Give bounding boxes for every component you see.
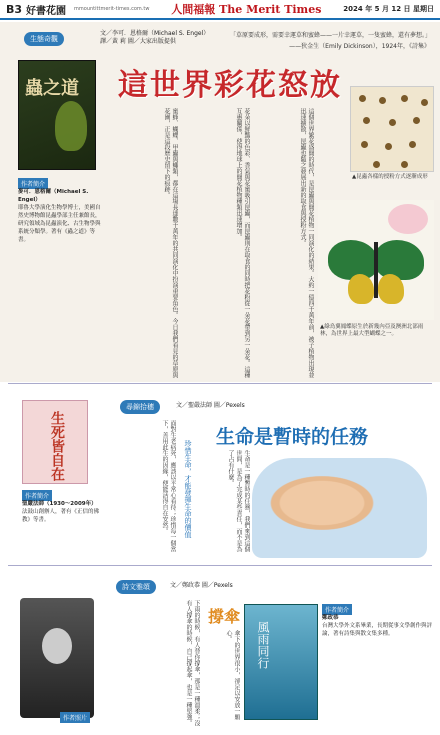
- bee-icon: [401, 161, 408, 168]
- author-photo: [20, 598, 94, 718]
- article-title: 撐傘: [208, 607, 241, 626]
- article-title: 生命是暫時的任務: [216, 426, 369, 448]
- flower-icon: [388, 204, 428, 234]
- person-icon: [42, 628, 72, 664]
- bee-icon: [359, 95, 366, 102]
- page-number: B3: [6, 2, 23, 16]
- article-subtitle: 珍惜生命，才能發揮生命的價值: [184, 440, 192, 538]
- author-label: 作者簡介: [322, 604, 352, 615]
- author-box: [18, 188, 104, 244]
- bee-icon: [363, 117, 370, 124]
- body-column: 下雨的時候，有人替你撐傘，那是一種溫柔；沒有人撐傘的時候，自己撐起傘，也是一種堅強。: [185, 600, 200, 726]
- insect-illustration: [350, 86, 434, 172]
- book-cover-title: 蟲之道: [25, 78, 79, 99]
- byline-life: 文／聖嚴法師 圖／Pexels: [176, 402, 245, 409]
- body-column: 生命是一種暫時的任務，我們來到這個世間，是為了完成某些責任，而不是為了占有什麼。: [227, 450, 250, 552]
- butterfly-wing-icon: [378, 274, 404, 304]
- mantis-icon: [55, 101, 87, 151]
- book-cover-image: [22, 400, 88, 484]
- epigraph-source: ——狄金生（Emily Dickinson），1924年，《詩集》: [289, 43, 430, 50]
- section-badge-poetry: 詩文雅頌: [116, 580, 156, 594]
- bee-icon: [379, 97, 386, 104]
- butterfly-body: [374, 242, 378, 298]
- body-column: 這個世界繁花盛開的時代，是昆蟲與開花植物一同演化的結果。大約一億四千萬年前，被子植物出現並迅速擴散，昆蟲也隨之發展出新的取食與授粉方式。: [299, 108, 314, 378]
- butterfly-wing-icon: [374, 240, 424, 280]
- epigraph-text: 「草原要成形，需要幸運草和蜜蜂——一片幸運草，一隻蜜蜂，還有夢想。」: [230, 32, 432, 39]
- site-url[interactable]: mmountittmerit-times.com.tw: [74, 6, 150, 12]
- butterfly-illustration: [318, 200, 434, 320]
- byline-author: 文／李可．恩格爾（Michael S. Engel）: [100, 30, 210, 37]
- author-name: 麥可．恩格爾（Michael S. Engel）: [18, 189, 89, 203]
- bee-icon: [373, 161, 380, 168]
- photo-tag: 作者照片: [60, 712, 90, 723]
- bee-icon: [385, 143, 392, 150]
- section-name: 好書花園: [26, 5, 67, 17]
- body-column: 花朵以鮮豔的色彩、香氣與花蜜吸引昆蟲，而昆蟲則在取食的同時把花粉從一朵花帶到另一朵花。這種互惠關係，使得地球上的開花植物種類迅速增加。: [235, 108, 250, 378]
- section-divider: [8, 565, 432, 566]
- author-box: [322, 614, 434, 638]
- book-cover-title: 生死皆自在: [49, 411, 65, 481]
- book-cover-image: [244, 604, 318, 720]
- section-badge-life: 尋錦拾穗: [120, 400, 160, 414]
- author-box: [22, 500, 102, 524]
- children-photo: [252, 458, 427, 558]
- butterfly-wing-icon: [348, 274, 374, 304]
- butterfly-caption: ▲綠鳥翼鳳蝶原生於新幾內亞及澳洲北部雨林，為世界上最大型蝴蝶之一。: [320, 324, 424, 337]
- section-divider: [8, 383, 432, 384]
- author-label: 作者簡介: [18, 178, 48, 189]
- bee-icon: [413, 117, 420, 124]
- butterfly-wing-icon: [328, 240, 378, 280]
- bee-icon: [389, 119, 396, 126]
- byline-translator: 譯／黃 莉 圖／大家出版提供: [100, 38, 176, 45]
- bee-icon: [401, 95, 408, 102]
- article-title: 這世界彩花怒放: [118, 68, 342, 103]
- bee-icon: [421, 99, 428, 106]
- book-cover-title: 風雨同行: [256, 621, 270, 669]
- body-column: 面對生老病死，應該以平常心看待；珍惜每一個當下，善用此生的因緣，便能活得自在安然。: [161, 420, 176, 552]
- page-header: [0, 0, 440, 20]
- body-column: 傘下的世界很小，卻足以安放一顆心。: [225, 630, 240, 720]
- book-cover-image: [18, 60, 96, 170]
- author-label: 作者簡介: [22, 490, 52, 501]
- bee-icon: [361, 141, 368, 148]
- byline-poetry: 文／鄭政恭 圖／Pexels: [170, 582, 233, 589]
- issue-date: 2024 年 5 月 12 日 星期日: [343, 5, 434, 13]
- insect-caption: ▲昆蟲各樣的授粉方式逐漸成形: [352, 174, 428, 180]
- author-bio: 耶魯大學演化生物學博士，美國自然史博物館昆蟲學部主任兼館長，研究領域為昆蟲演化、古生物學與系統分類學。著有《蟲之道》等書。: [18, 205, 101, 243]
- section-badge-ecology: 生態奇觀: [24, 32, 64, 46]
- bee-icon: [409, 141, 416, 148]
- newspaper-logo: 人間福報 The Merit Times: [171, 3, 322, 16]
- body-column: 蜜蜂、蝴蝶、甲蟲與蠅類，都在這場長達數千萬年的共同演化中扮演重要角色。今日我們看見的草原與花園，正是這段歷史留下的痕跡。: [163, 108, 178, 378]
- author-name: 聖嚴法師（1930～2009年）: [22, 501, 97, 507]
- author-bio: 台灣大學外文系畢業，長期從事文學創作與評論，著有詩集與散文集多種。: [322, 623, 433, 637]
- author-name: 鄭政恭: [322, 615, 339, 621]
- epigraph: [230, 30, 430, 52]
- author-bio: 法鼓山創辦人，著有《正信的佛教》等書。: [22, 509, 100, 523]
